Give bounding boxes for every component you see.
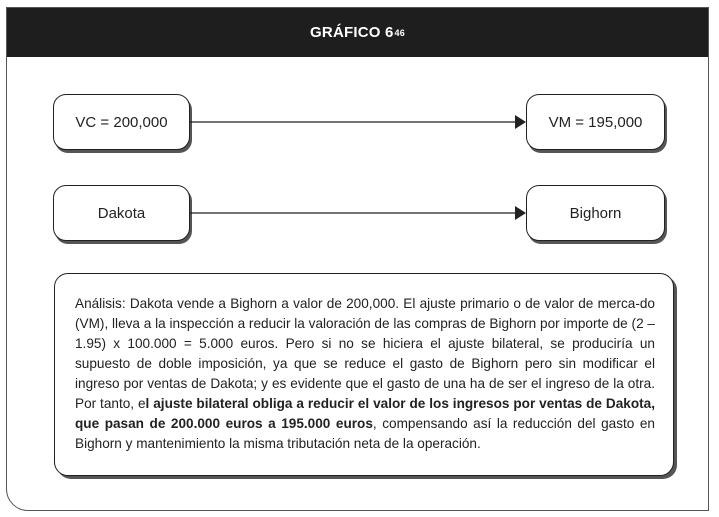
arrow-vc-to-vm: [190, 115, 526, 129]
arrow-dakota-to-bighorn: [190, 206, 526, 220]
footnote-marker: 46: [394, 27, 405, 38]
vm-value-label: VM = 195,000: [548, 113, 643, 131]
vc-value-label: VC = 200,000: [75, 113, 168, 131]
analysis-text-2: , compensando así la reducción del gasto en Bighorn y mantenimiento la misma tributación neta de la operación.: [75, 416, 655, 451]
analysis-box: [54, 273, 674, 476]
dakota-label: Dakota: [97, 204, 146, 222]
analysis-text-1: Análisis: Dakota vende a Bighorn a valor de 200,000. El ajuste primario o de valor de merca-do (VM), lleva a la inspección a reducir la valoración de las compras de Bighorn por importe de (2 – 1.95) x 100.000 = 5.000 euros. Pero si no se hiciera el ajuste bilateral, se produciría un supuesto de doble imposición, ya que se reduce el gasto de Bighorn pero sin modificar el ingreso por ventas de Dakota; y es evidente que el gasto de una ha de ser el ingreso de la otra. Por tanto, e: [75, 296, 655, 411]
figure-frame: [6, 7, 709, 511]
figure-title: GRÁFICO 6: [310, 24, 394, 41]
bighorn-label: Bighorn: [569, 204, 622, 222]
analysis-text-bold: l ajuste bilateral obliga a reducir el valor de los ingresos por ventas de Dakota, que pasan de 200.000 euros a 195.000 euros: [75, 396, 656, 431]
